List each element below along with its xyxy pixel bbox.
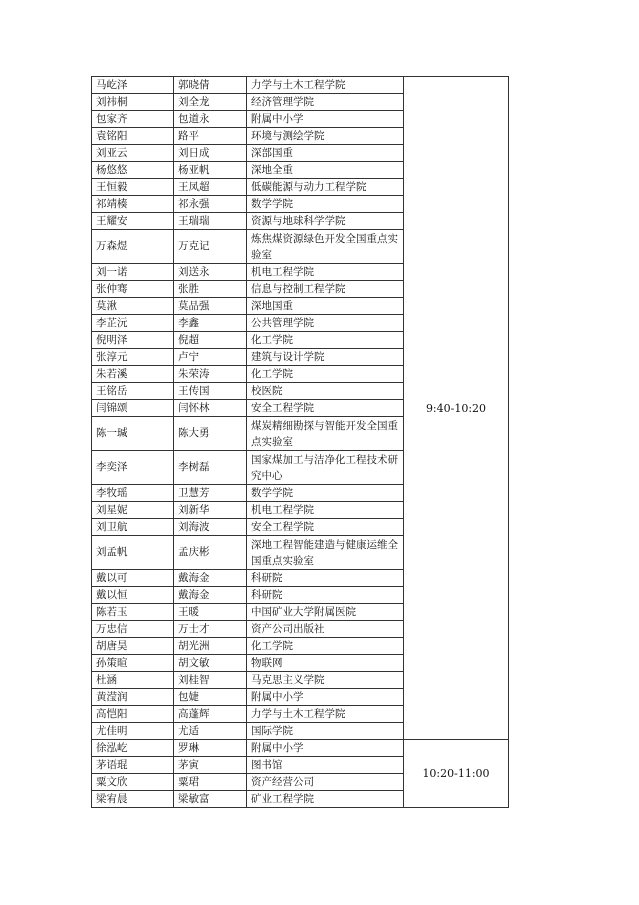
contact-name-cell: 戴海金	[174, 587, 247, 604]
unit-cell: 公共管理学院	[247, 315, 404, 332]
contact-name-cell: 戴海金	[174, 570, 247, 587]
contact-name-cell: 刘送永	[174, 264, 247, 281]
student-name-cell: 李芷沅	[92, 315, 174, 332]
unit-cell: 安全工程学院	[247, 400, 404, 417]
student-name-cell: 黄滢润	[92, 689, 174, 706]
student-name-cell: 王耀安	[92, 213, 174, 230]
unit-cell: 深部国重	[247, 145, 404, 162]
contact-name-cell: 路平	[174, 128, 247, 145]
student-name-cell: 袁铭阳	[92, 128, 174, 145]
contact-name-cell: 倪超	[174, 332, 247, 349]
unit-cell: 安全工程学院	[247, 519, 404, 536]
contact-name-cell: 尤适	[174, 723, 247, 740]
student-name-cell: 张仲骞	[92, 281, 174, 298]
unit-cell: 力学与土木工程学院	[247, 77, 404, 94]
contact-name-cell: 包婕	[174, 689, 247, 706]
unit-cell: 深地工程智能建造与健康运维全国重点实验室	[247, 536, 404, 570]
contact-name-cell: 高蓬辉	[174, 706, 247, 723]
contact-name-cell: 李树磊	[174, 451, 247, 485]
roster-body	[92, 77, 509, 808]
student-name-cell: 万忠信	[92, 621, 174, 638]
contact-name-cell: 刘海波	[174, 519, 247, 536]
unit-cell: 科研院	[247, 587, 404, 604]
unit-cell: 校医院	[247, 383, 404, 400]
student-name-cell: 王恒毅	[92, 179, 174, 196]
unit-cell: 信息与控制工程学院	[247, 281, 404, 298]
table-row	[92, 740, 509, 757]
unit-cell: 国际学院	[247, 723, 404, 740]
student-name-cell: 孙策暄	[92, 655, 174, 672]
contact-name-cell: 王传国	[174, 383, 247, 400]
contact-name-cell: 卢宁	[174, 349, 247, 366]
unit-cell: 数学学院	[247, 485, 404, 502]
unit-cell: 矿业工程学院	[247, 791, 404, 808]
student-name-cell: 王铭岳	[92, 383, 174, 400]
contact-name-cell: 杨亚帆	[174, 162, 247, 179]
student-name-cell: 陈若玉	[92, 604, 174, 621]
unit-cell: 资产公司出版社	[247, 621, 404, 638]
unit-cell: 机电工程学院	[247, 502, 404, 519]
student-name-cell: 倪明泽	[92, 332, 174, 349]
unit-cell: 机电工程学院	[247, 264, 404, 281]
contact-name-cell: 粟珺	[174, 774, 247, 791]
student-name-cell: 朱若溪	[92, 366, 174, 383]
student-name-cell: 刘孟帆	[92, 536, 174, 570]
time-slot-cell: 9:40-10:20	[404, 77, 509, 740]
unit-cell: 深地国重	[247, 298, 404, 315]
contact-name-cell: 张胜	[174, 281, 247, 298]
unit-cell: 炼焦煤资源绿色开发全国重点实验室	[247, 230, 404, 264]
unit-cell: 化工学院	[247, 332, 404, 349]
student-name-cell: 粟文欣	[92, 774, 174, 791]
student-name-cell: 李奕泽	[92, 451, 174, 485]
contact-name-cell: 梁敏富	[174, 791, 247, 808]
contact-name-cell: 万士才	[174, 621, 247, 638]
table-row	[92, 77, 509, 94]
unit-cell: 附属中小学	[247, 111, 404, 128]
student-name-cell: 尤佳明	[92, 723, 174, 740]
unit-cell: 煤炭精细勘探与智能开发全国重点实验室	[247, 417, 404, 451]
unit-cell: 国家煤加工与洁净化工程技术研究中心	[247, 451, 404, 485]
student-name-cell: 李牧瑶	[92, 485, 174, 502]
unit-cell: 中国矿业大学附属医院	[247, 604, 404, 621]
student-name-cell: 刘一诺	[92, 264, 174, 281]
contact-name-cell: 莫品强	[174, 298, 247, 315]
contact-name-cell: 刘日成	[174, 145, 247, 162]
unit-cell: 物联网	[247, 655, 404, 672]
contact-name-cell: 郭晓倩	[174, 77, 247, 94]
unit-cell: 附属中小学	[247, 740, 404, 757]
student-name-cell: 陈一瑊	[92, 417, 174, 451]
unit-cell: 力学与土木工程学院	[247, 706, 404, 723]
contact-name-cell: 万克记	[174, 230, 247, 264]
unit-cell: 数学学院	[247, 196, 404, 213]
contact-name-cell: 孟庆彬	[174, 536, 247, 570]
student-name-cell: 杜涵	[92, 672, 174, 689]
contact-name-cell: 刘全龙	[174, 94, 247, 111]
contact-name-cell: 王瑞瑞	[174, 213, 247, 230]
student-name-cell: 刘亚云	[92, 145, 174, 162]
student-name-cell: 闫锦颂	[92, 400, 174, 417]
student-name-cell: 包家齐	[92, 111, 174, 128]
unit-cell: 深地全重	[247, 162, 404, 179]
unit-cell: 化工学院	[247, 638, 404, 655]
contact-name-cell: 朱荣涛	[174, 366, 247, 383]
student-name-cell: 徐泓屹	[92, 740, 174, 757]
contact-name-cell: 闫怀林	[174, 400, 247, 417]
student-name-cell: 刘祎桐	[92, 94, 174, 111]
contact-name-cell: 卫慧芳	[174, 485, 247, 502]
student-name-cell: 高恺阳	[92, 706, 174, 723]
student-name-cell: 茅语琨	[92, 757, 174, 774]
unit-cell: 图书馆	[247, 757, 404, 774]
contact-name-cell: 包道永	[174, 111, 247, 128]
roster-table	[91, 76, 509, 808]
time-slot-cell: 10:20-11:00	[404, 740, 509, 808]
unit-cell: 化工学院	[247, 366, 404, 383]
contact-name-cell: 王凤超	[174, 179, 247, 196]
contact-name-cell: 李鑫	[174, 315, 247, 332]
student-name-cell: 祁靖楱	[92, 196, 174, 213]
contact-name-cell: 茅寅	[174, 757, 247, 774]
student-name-cell: 刘卫航	[92, 519, 174, 536]
unit-cell: 经济管理学院	[247, 94, 404, 111]
unit-cell: 资源与地球科学学院	[247, 213, 404, 230]
unit-cell: 资产经营公司	[247, 774, 404, 791]
contact-name-cell: 刘桂智	[174, 672, 247, 689]
unit-cell: 马克思主义学院	[247, 672, 404, 689]
unit-cell: 科研院	[247, 570, 404, 587]
student-name-cell: 杨悠悠	[92, 162, 174, 179]
contact-name-cell: 刘新华	[174, 502, 247, 519]
contact-name-cell: 胡文敏	[174, 655, 247, 672]
student-name-cell: 刘星妮	[92, 502, 174, 519]
unit-cell: 低碳能源与动力工程学院	[247, 179, 404, 196]
student-name-cell: 胡唐昊	[92, 638, 174, 655]
student-name-cell: 张淳元	[92, 349, 174, 366]
unit-cell: 环境与测绘学院	[247, 128, 404, 145]
student-name-cell: 马屹泽	[92, 77, 174, 94]
student-name-cell: 万森煜	[92, 230, 174, 264]
unit-cell: 附属中小学	[247, 689, 404, 706]
student-name-cell: 莫湫	[92, 298, 174, 315]
unit-cell: 建筑与设计学院	[247, 349, 404, 366]
student-name-cell: 戴以可	[92, 570, 174, 587]
student-name-cell: 梁宥晨	[92, 791, 174, 808]
contact-name-cell: 罗琳	[174, 740, 247, 757]
contact-name-cell: 胡光洲	[174, 638, 247, 655]
contact-name-cell: 陈大勇	[174, 417, 247, 451]
student-name-cell: 戴以恒	[92, 587, 174, 604]
contact-name-cell: 祁永强	[174, 196, 247, 213]
contact-name-cell: 王暖	[174, 604, 247, 621]
